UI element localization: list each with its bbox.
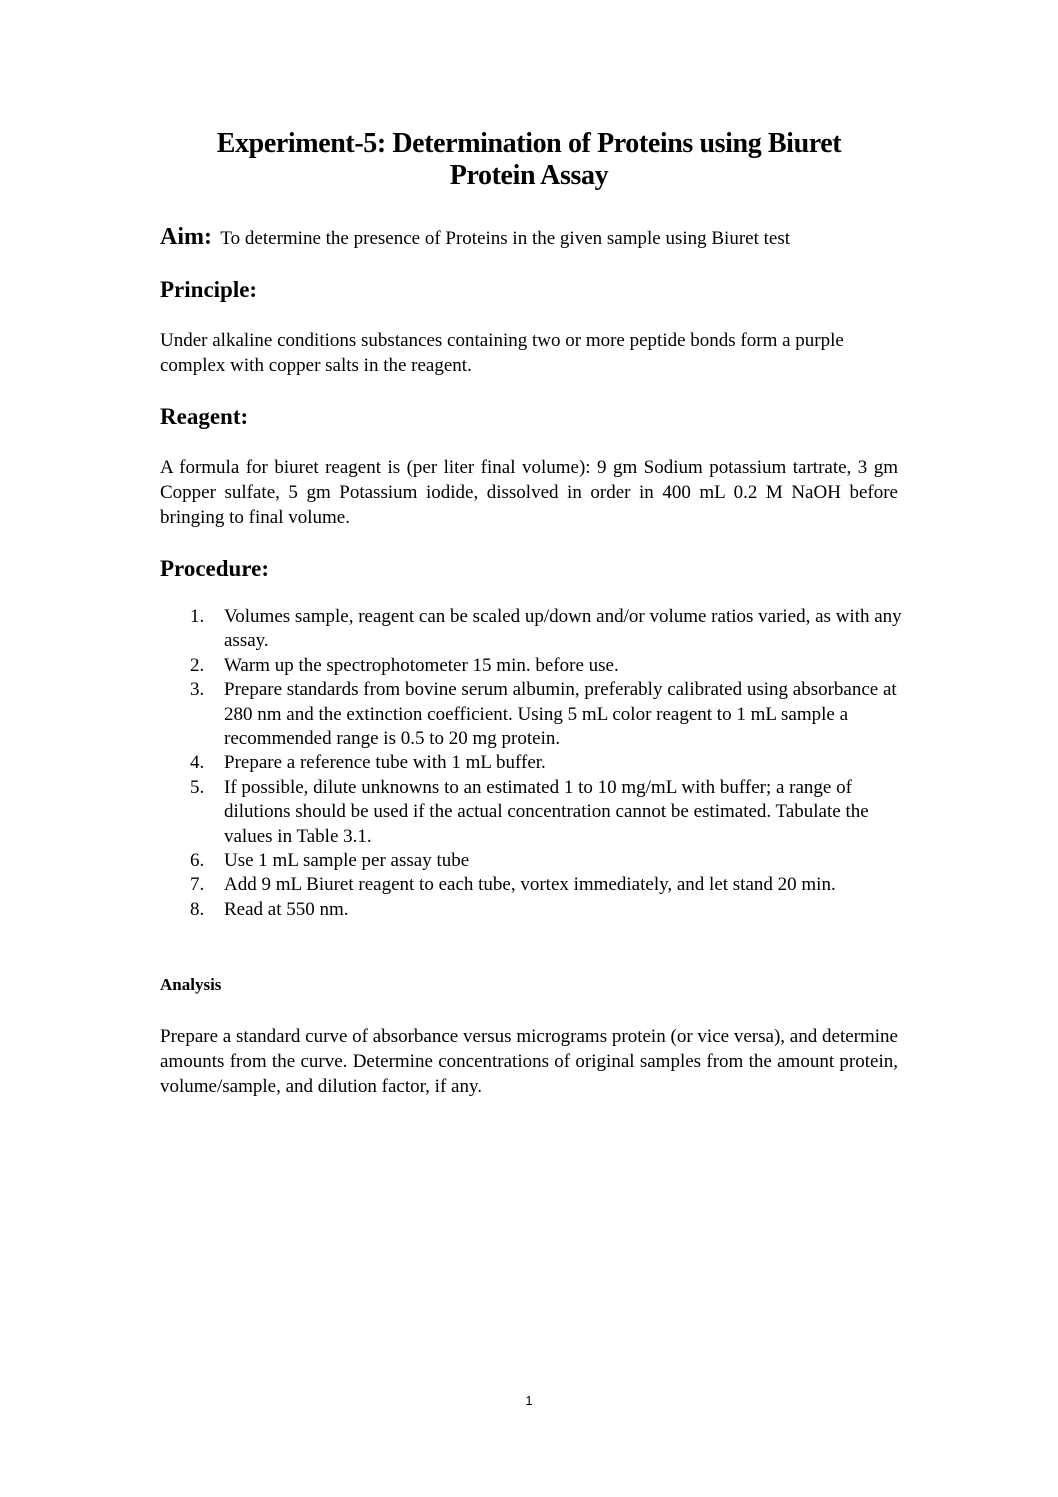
step-text: Warm up the spectrophotometer 15 min. before use. xyxy=(224,654,619,676)
procedure-step xyxy=(190,898,902,922)
step-text: Add 9 mL Biuret reagent to each tube, vortex immediately, and let stand 20 min. xyxy=(224,874,836,896)
principle-heading: Principle: xyxy=(160,277,258,302)
page-number: 1 xyxy=(525,1393,533,1408)
step-text: Read at 550 nm. xyxy=(224,898,349,920)
procedure-step xyxy=(190,776,902,849)
step-number: 1. xyxy=(190,606,205,627)
step-number: 4. xyxy=(190,752,205,774)
step-text: If possible, dilute unknowns to an estimated 1 to 10 mg/mL with buffer; a range of dilutions should be used if the actual concentration cannot be estimated. Tabulate the values in Table 3.1. xyxy=(224,776,869,847)
aim-section xyxy=(160,224,920,252)
principle-text: Under alkaline conditions substances containing two or more peptide bonds form a purple complex with copper salts in the reagent. xyxy=(160,330,844,376)
step-number: 7. xyxy=(190,874,205,896)
step-number: 3. xyxy=(190,679,205,701)
aim-label: Aim: xyxy=(160,224,212,250)
procedure-list xyxy=(190,605,902,922)
procedure-heading: Procedure: xyxy=(160,556,270,581)
procedure-step xyxy=(190,605,902,654)
analysis-heading: Analysis xyxy=(160,975,222,994)
title-line-1: Experiment-5: Determination of Proteins using Biuret xyxy=(216,128,842,159)
aim-text: To determine the presence of Proteins in the given sample using Biuret test xyxy=(220,228,790,249)
step-text: Volumes sample, reagent can be scaled up/down and/or volume ratios varied, as with any assay. xyxy=(224,606,902,652)
procedure-step xyxy=(190,678,902,751)
step-text: Use 1 mL sample per assay tube xyxy=(224,850,470,872)
step-text: Prepare a reference tube with 1 mL buffer. xyxy=(224,752,546,774)
reagent-text: A formula for biuret reagent is (per liter final volume): 9 gm Sodium potassium tartrate, 3 gm Copper sulfate, 5 gm Potassium iodide, dissolved in order in 400 mL 0.2 M NaOH before bringing to final volume. xyxy=(160,457,898,528)
analysis-text: Prepare a standard curve of absorbance versus micrograms protein (or vice versa), and determine amounts from the curve. Determine concentrations of original samples from the amount protein, volume/sample, and dilution factor, if any. xyxy=(160,1026,898,1097)
procedure-step xyxy=(190,873,902,897)
procedure-step xyxy=(190,849,902,873)
document-title xyxy=(120,128,938,192)
step-number: 8. xyxy=(190,898,205,920)
step-number: 5. xyxy=(190,776,205,798)
step-text: Prepare standards from bovine serum albumin, preferably calibrated using absorbance at 280 nm and the extinction coefficient. Using 5 mL color reagent to 1 mL sample a recommended range is 0.5 to 20 mg protein. xyxy=(224,679,897,750)
step-number: 2. xyxy=(190,654,205,676)
title-line-2: Protein Assay xyxy=(449,160,609,191)
procedure-step xyxy=(190,654,902,678)
step-number: 6. xyxy=(190,850,205,872)
reagent-heading: Reagent: xyxy=(160,404,249,429)
procedure-step xyxy=(190,751,902,775)
